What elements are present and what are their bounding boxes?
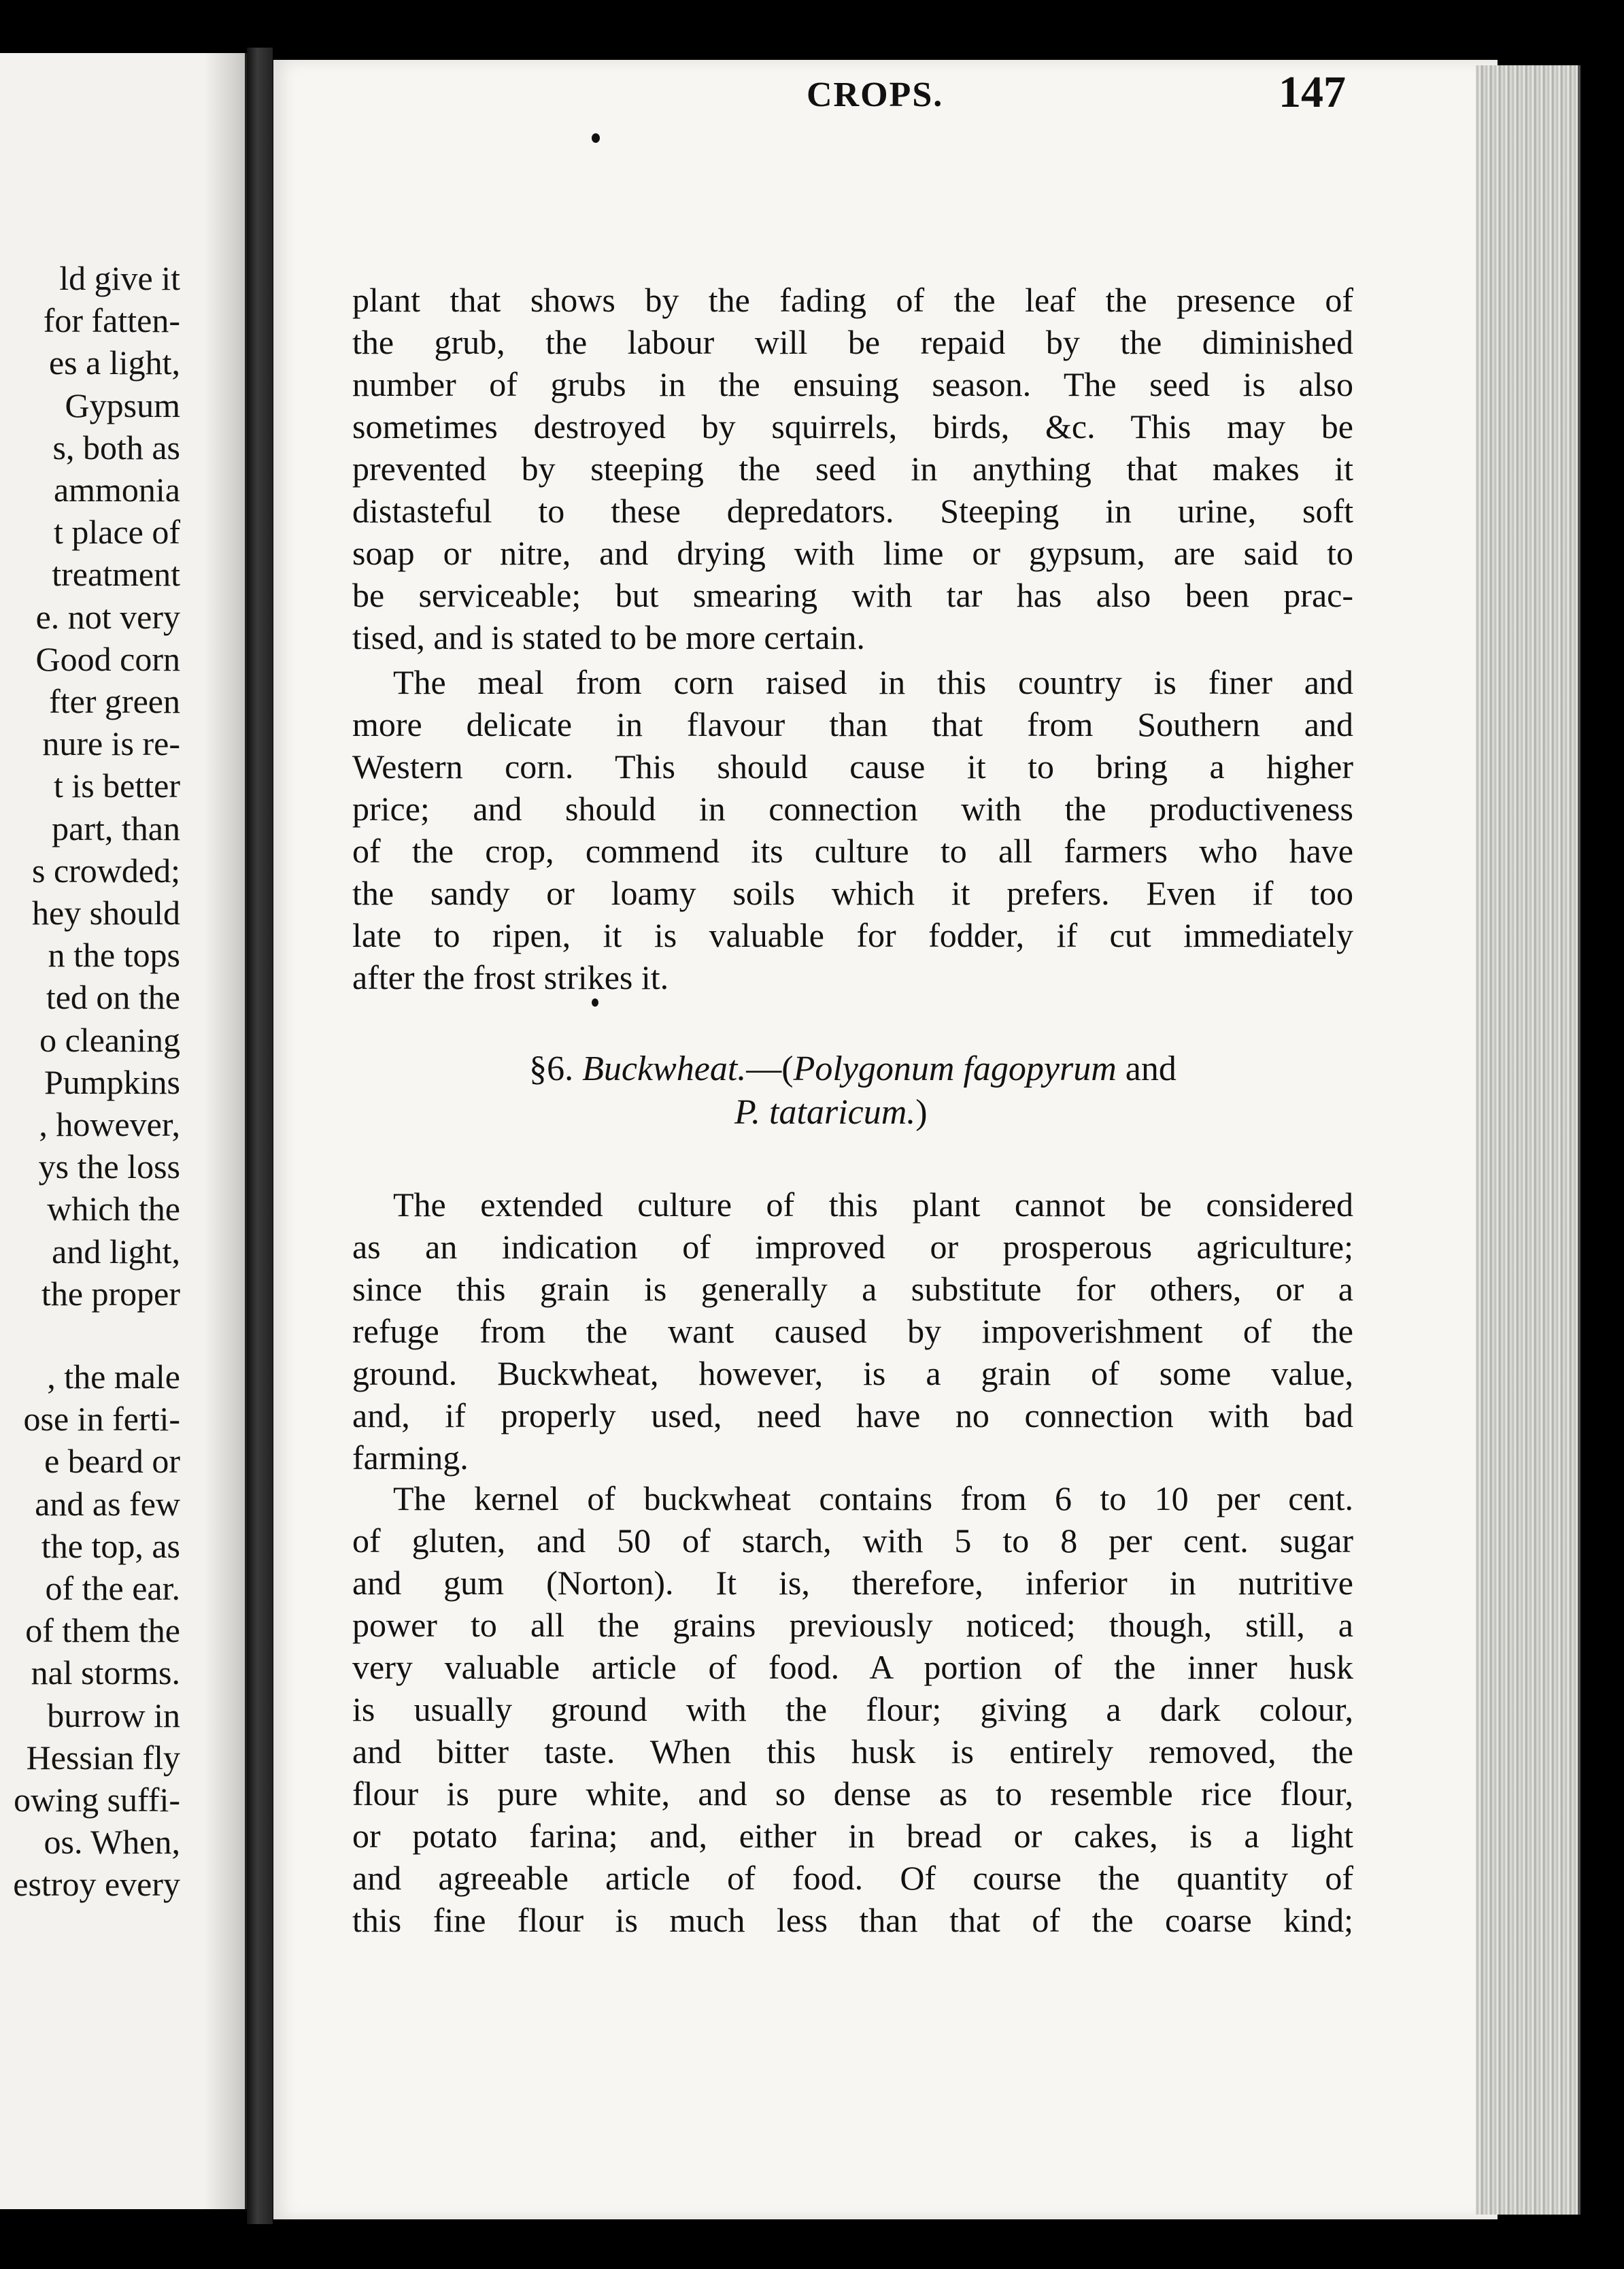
- left-text-line: , however,: [39, 1105, 180, 1143]
- text-line: and gum (Norton). It is, therefore, inferior in nutritive: [352, 1564, 1353, 1602]
- left-text-line: e beard or: [44, 1442, 180, 1481]
- section-name: Buckwheat.: [582, 1049, 747, 1088]
- text-line: as an indication of improved or prosperous agriculture;: [352, 1228, 1353, 1266]
- text-line: after the frost strikes it.: [352, 958, 669, 996]
- left-text-line: ammonia: [53, 471, 180, 509]
- left-text-line: e. not very: [35, 597, 180, 636]
- left-text-line: part, than: [52, 809, 180, 847]
- text-line: refuge from the want caused by impoverishment of the: [352, 1312, 1353, 1350]
- left-text-line: ld give it: [59, 259, 180, 297]
- text-line: be serviceable; but smearing with tar has also been prac-: [352, 576, 1353, 614]
- left-text-line: and light,: [52, 1232, 180, 1271]
- text-line: the grub, the labour will be repaid by the diminished: [352, 323, 1353, 361]
- text-line: sometimes destroyed by squirrels, birds, &c. This may be: [352, 407, 1353, 446]
- text-line: and bitter taste. When this husk is entirely removed, the: [352, 1732, 1353, 1770]
- left-text-line: ted on the: [46, 978, 180, 1017]
- text-line: or potato farina; and, either in bread or cakes, is a light: [352, 1817, 1353, 1855]
- left-text-line: owing suffi-: [14, 1781, 180, 1819]
- left-text-line: the proper: [41, 1274, 180, 1313]
- section-latin-1: Polygonum fagopyrum: [793, 1049, 1117, 1088]
- text-line: price; and should in connection with the productiveness: [352, 790, 1353, 828]
- text-line: power to all the grains previously noticed; though, still, a: [352, 1606, 1353, 1644]
- text-line: plant that shows by the fading of the leaf the presence of: [352, 281, 1353, 319]
- section-heading-line-2: [734, 1091, 1088, 1134]
- text-line: soap or nitre, and drying with lime or gypsum, are said to: [352, 534, 1353, 572]
- left-text-line: n the tops: [48, 936, 180, 975]
- left-text-line: Gypsum: [65, 386, 180, 424]
- section-dash: —(: [746, 1049, 794, 1088]
- left-text-line: of them the: [25, 1611, 180, 1650]
- left-text-line: which the: [47, 1190, 180, 1228]
- ink-spot: [592, 133, 600, 143]
- text-line: and agreeable article of food. Of course the quantity of: [352, 1859, 1353, 1897]
- text-line: tised, and is stated to be more certain.: [352, 618, 865, 656]
- left-text-line: t is better: [53, 767, 180, 805]
- left-text-line: es a light,: [48, 343, 180, 382]
- text-line: prevented by steeping the seed in anything that makes it: [352, 450, 1353, 488]
- left-text-line: burrow in: [47, 1696, 180, 1734]
- text-line: number of grubs in the ensuing season. The seed is also: [352, 365, 1353, 403]
- left-text-line: Pumpkins: [44, 1062, 180, 1101]
- text-line: since this grain is generally a substitute for others, or a: [352, 1270, 1353, 1308]
- text-line: is usually ground with the flour; giving a dark colour,: [352, 1690, 1353, 1728]
- text-line: very valuable article of food. A portion of the inner husk: [352, 1648, 1353, 1686]
- section-latin-2: P. tataricum.: [734, 1093, 916, 1132]
- page-number: 147: [1279, 67, 1346, 117]
- left-text-line: os. When,: [44, 1823, 180, 1862]
- text-line: more delicate in flavour than that from Southern and: [352, 705, 1353, 743]
- page-edge-texture: [1476, 65, 1580, 2215]
- text-line: this fine flour is much less than that of the coarse kind;: [352, 1901, 1353, 1939]
- left-text-line: t place of: [53, 513, 180, 552]
- left-text-line: of the ear.: [45, 1569, 180, 1607]
- section-and: and: [1116, 1049, 1177, 1088]
- section-heading: [352, 1047, 1353, 1091]
- book-gutter: [247, 48, 273, 2224]
- text-line: The extended culture of this plant cannot be considered: [393, 1186, 1353, 1224]
- text-line: Western corn. This should cause it to bring a higher: [352, 747, 1353, 786]
- left-text-line: fter green: [49, 682, 180, 720]
- left-text-line: and as few: [35, 1484, 180, 1523]
- text-line: The kernel of buckwheat contains from 6 to 10 per cent.: [393, 1479, 1353, 1517]
- left-text-line: treatment: [52, 555, 180, 594]
- left-facing-page: [0, 53, 247, 2209]
- left-text-line: s, both as: [52, 428, 180, 467]
- left-text-line: ose in ferti-: [23, 1400, 180, 1439]
- section-number: §6.: [529, 1049, 574, 1088]
- left-text-line: , the male: [47, 1358, 180, 1396]
- text-line: flour is pure white, and so dense as to resemble rice flour,: [352, 1775, 1353, 1813]
- left-text-line: s crowded;: [32, 851, 180, 890]
- left-text-line: nure is re-: [42, 724, 180, 763]
- left-text-line: hey should: [31, 894, 180, 932]
- text-line: farming.: [352, 1439, 469, 1477]
- left-text-line: estroy every: [13, 1865, 180, 1904]
- text-line: of gluten, and 50 of starch, with 5 to 8 per cent. sugar: [352, 1522, 1353, 1560]
- text-line: the sandy or loamy soils which it prefers. Even if too: [352, 874, 1353, 912]
- left-text-line: o cleaning: [39, 1020, 180, 1059]
- running-head-title: CROPS.: [807, 75, 944, 114]
- left-text-line: ys the loss: [38, 1147, 180, 1186]
- text-line: ground. Buckwheat, however, is a grain of some value,: [352, 1354, 1353, 1392]
- left-text-line: Hessian fly: [26, 1738, 180, 1777]
- page-curve-shadow: [204, 53, 245, 2209]
- ink-spot: [592, 998, 598, 1007]
- left-text-line: Good corn: [35, 639, 180, 678]
- text-line: distasteful to these depredators. Steeping in urine, soft: [352, 492, 1353, 530]
- left-text-line: the top, as: [41, 1526, 180, 1565]
- text-line: of the crop, commend its culture to all farmers who have: [352, 832, 1353, 870]
- left-text-line: for fatten-: [43, 301, 180, 340]
- section-close: ): [915, 1093, 928, 1132]
- text-line: and, if properly used, need have no connection with bad: [352, 1396, 1353, 1434]
- text-line: late to ripen, it is valuable for fodder, if cut immediately: [352, 916, 1353, 954]
- left-text-line: nal storms.: [31, 1653, 180, 1692]
- text-line: The meal from corn raised in this country is finer and: [393, 663, 1353, 701]
